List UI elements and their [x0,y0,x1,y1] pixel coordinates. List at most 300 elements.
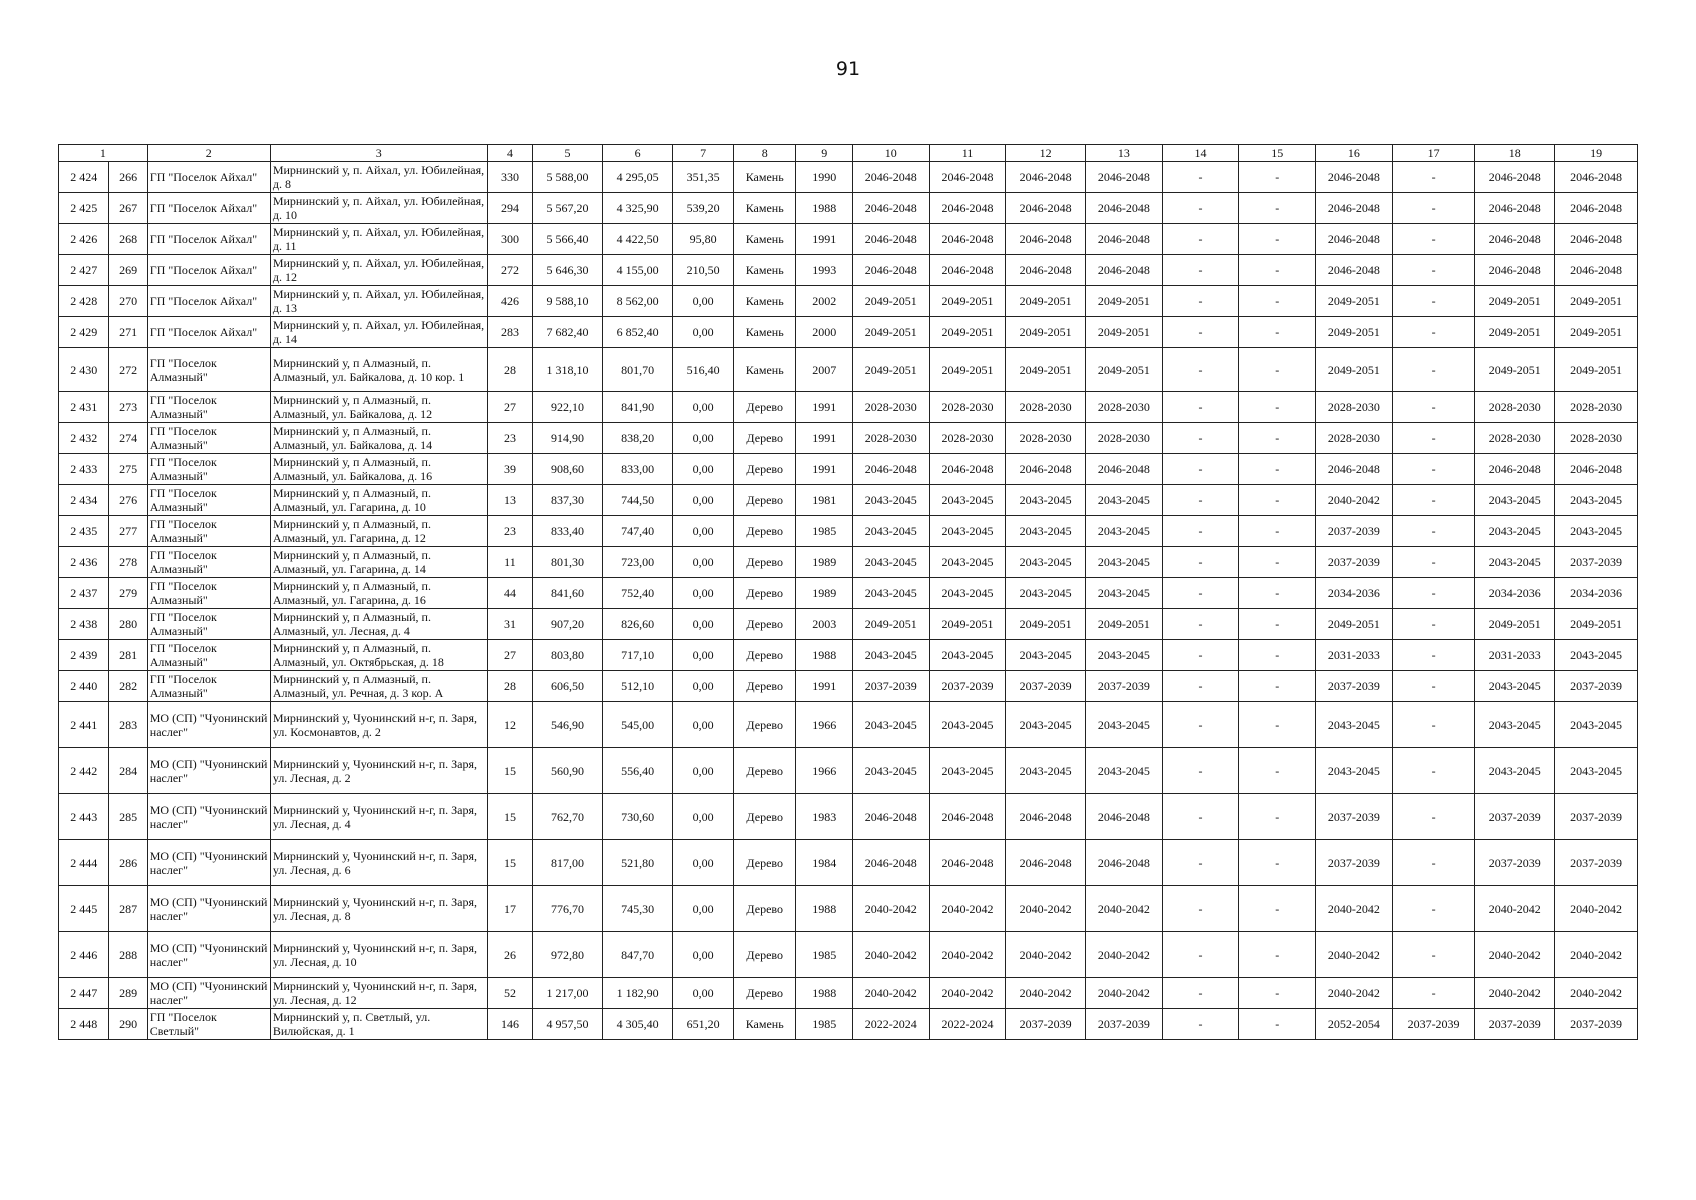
address-cell: Мирнинский у, п Алмазный, п. Алмазный, ул. Байкалова, д. 12 [270,392,487,423]
value-cell: 2037-2039 [1086,671,1163,702]
value-cell: 1991 [796,671,853,702]
value-cell: 2040-2042 [852,886,929,932]
value-cell: 2040-2042 [852,978,929,1009]
table-row [59,702,1638,748]
value-cell: 2034-2036 [1555,578,1638,609]
value-cell: 837,30 [533,485,603,516]
value-cell: 31 [487,609,532,640]
row-number-cell: 2 433 [59,454,109,485]
value-cell: 2043-2045 [1006,748,1086,794]
value-cell: - [1162,578,1239,609]
value-cell: 2043-2045 [929,748,1006,794]
address-cell: Мирнинский у, п Алмазный, п. Алмазный, ул. Гагарина, д. 10 [270,485,487,516]
value-cell: 23 [487,516,532,547]
value-cell: 0,00 [673,578,734,609]
value-cell: 2046-2048 [852,162,929,193]
value-cell: Камень [733,1009,796,1040]
value-cell: 2037-2039 [1316,671,1393,702]
table-row [59,886,1638,932]
value-cell: - [1162,702,1239,748]
municipality-cell: МО (СП) "Чуонинский наслег" [147,840,270,886]
value-cell: 4 957,50 [533,1009,603,1040]
municipality-cell: МО (СП) "Чуонинский наслег" [147,702,270,748]
address-cell: Мирнинский у, Чуонинский н-г, п. Заря, ул. Космонавтов, д. 2 [270,702,487,748]
table-row [59,485,1638,516]
value-cell: 2028-2030 [1316,392,1393,423]
value-cell: 146 [487,1009,532,1040]
value-cell: Камень [733,286,796,317]
value-cell: 841,90 [602,392,673,423]
value-cell: 1985 [796,932,853,978]
value-cell: - [1239,640,1316,671]
value-cell: 210,50 [673,255,734,286]
address-cell: Мирнинский у, п. Айхал, ул. Юбилейная, д. 8 [270,162,487,193]
address-cell: Мирнинский у, Чуонинский н-г, п. Заря, ул. Лесная, д. 2 [270,748,487,794]
value-cell: 2046-2048 [929,840,1006,886]
value-cell: 2049-2051 [1475,317,1555,348]
value-cell: 12 [487,702,532,748]
value-cell: 300 [487,224,532,255]
value-cell: 2043-2045 [1555,702,1638,748]
header-cell: 5 [533,145,603,162]
value-cell: 2049-2051 [1316,348,1393,392]
value-cell: 914,90 [533,423,603,454]
value-cell: 1989 [796,547,853,578]
value-cell: 838,20 [602,423,673,454]
value-cell: 2040-2042 [1316,978,1393,1009]
value-cell: - [1162,547,1239,578]
table-body [59,162,1638,1040]
address-cell: Мирнинский у, п. Айхал, ул. Юбилейная, д. 11 [270,224,487,255]
value-cell: 1991 [796,224,853,255]
value-cell: 2003 [796,609,853,640]
municipality-cell: ГП "Поселок Светлый" [147,1009,270,1040]
value-cell: - [1239,224,1316,255]
row-number-cell: 2 440 [59,671,109,702]
value-cell: 2028-2030 [1086,392,1163,423]
header-cell: 2 [147,145,270,162]
value-cell: 27 [487,392,532,423]
value-cell: 28 [487,348,532,392]
value-cell: 2028-2030 [1555,392,1638,423]
value-cell: Дерево [733,516,796,547]
value-cell: - [1162,193,1239,224]
address-cell: Мирнинский у, п Алмазный, п. Алмазный, ул. Гагарина, д. 16 [270,578,487,609]
municipality-cell: МО (СП) "Чуонинский наслег" [147,886,270,932]
value-cell: 2046-2048 [852,840,929,886]
value-cell: 5 567,20 [533,193,603,224]
value-cell: 39 [487,454,532,485]
value-cell: - [1162,286,1239,317]
value-cell: 1991 [796,392,853,423]
value-cell: Камень [733,255,796,286]
value-cell: 4 305,40 [602,1009,673,1040]
municipality-cell: ГП "Поселок Алмазный" [147,640,270,671]
value-cell: 745,30 [602,886,673,932]
value-cell: 2031-2033 [1316,640,1393,671]
value-cell: 5 588,00 [533,162,603,193]
value-cell: - [1392,978,1475,1009]
value-cell: 2049-2051 [852,317,929,348]
value-cell: 2049-2051 [929,286,1006,317]
value-cell: - [1239,255,1316,286]
value-cell: 512,10 [602,671,673,702]
municipality-cell: ГП "Поселок Алмазный" [147,516,270,547]
municipality-cell: ГП "Поселок Алмазный" [147,423,270,454]
value-cell: 0,00 [673,317,734,348]
table-row [59,748,1638,794]
value-cell: 0,00 [673,840,734,886]
value-cell: - [1392,671,1475,702]
item-number-cell: 280 [109,609,147,640]
address-cell: Мирнинский у, Чуонинский н-г, п. Заря, ул. Лесная, д. 10 [270,932,487,978]
value-cell: 2040-2042 [1086,932,1163,978]
table-row [59,193,1638,224]
row-number-cell: 2 425 [59,193,109,224]
value-cell: 2046-2048 [1006,794,1086,840]
value-cell: Камень [733,193,796,224]
value-cell: 2043-2045 [1555,516,1638,547]
value-cell: 351,35 [673,162,734,193]
header-cell: 13 [1086,145,1163,162]
row-number-cell: 2 437 [59,578,109,609]
value-cell: Дерево [733,423,796,454]
value-cell: - [1239,978,1316,1009]
value-cell: - [1392,748,1475,794]
municipality-cell: ГП "Поселок Алмазный" [147,392,270,423]
table-row [59,609,1638,640]
municipality-cell: МО (СП) "Чуонинский наслег" [147,794,270,840]
value-cell: Дерево [733,454,796,485]
value-cell: - [1392,485,1475,516]
value-cell: 1984 [796,840,853,886]
value-cell: 2043-2045 [1006,702,1086,748]
value-cell: 2043-2045 [929,516,1006,547]
value-cell: Дерево [733,886,796,932]
value-cell: Камень [733,162,796,193]
value-cell: 1966 [796,702,853,748]
header-cell: 15 [1239,145,1316,162]
value-cell: 2040-2042 [929,978,1006,1009]
value-cell: 1990 [796,162,853,193]
value-cell: 847,70 [602,932,673,978]
value-cell: 2037-2039 [1555,671,1638,702]
municipality-cell: ГП "Поселок Айхал" [147,162,270,193]
row-number-cell: 2 429 [59,317,109,348]
value-cell: 2031-2033 [1475,640,1555,671]
value-cell: - [1162,840,1239,886]
item-number-cell: 271 [109,317,147,348]
value-cell: 2043-2045 [1316,748,1393,794]
value-cell: 2043-2045 [852,640,929,671]
value-cell: 95,80 [673,224,734,255]
table-row [59,932,1638,978]
value-cell: 744,50 [602,485,673,516]
value-cell: 1993 [796,255,853,286]
value-cell: - [1392,609,1475,640]
value-cell: 5 646,30 [533,255,603,286]
value-cell: 2046-2048 [1475,255,1555,286]
value-cell: - [1239,162,1316,193]
value-cell: 2046-2048 [1086,794,1163,840]
municipality-cell: ГП "Поселок Айхал" [147,224,270,255]
value-cell: 2040-2042 [852,932,929,978]
header-row [59,145,1638,162]
value-cell: - [1162,886,1239,932]
table-row [59,640,1638,671]
value-cell: 2046-2048 [1555,454,1638,485]
value-cell: 0,00 [673,547,734,578]
value-cell: - [1392,932,1475,978]
table-row [59,547,1638,578]
value-cell: 2049-2051 [852,286,929,317]
value-cell: Дерево [733,794,796,840]
item-number-cell: 272 [109,348,147,392]
header-cell: 9 [796,145,853,162]
value-cell: - [1239,932,1316,978]
value-cell: 2043-2045 [1086,578,1163,609]
address-cell: Мирнинский у, п Алмазный, п. Алмазный, ул. Октябрьская, д. 18 [270,640,487,671]
item-number-cell: 277 [109,516,147,547]
value-cell: 2028-2030 [852,423,929,454]
table-row [59,162,1638,193]
value-cell: - [1162,1009,1239,1040]
value-cell: - [1239,748,1316,794]
value-cell: 2046-2048 [1006,193,1086,224]
value-cell: - [1239,348,1316,392]
item-number-cell: 281 [109,640,147,671]
value-cell: 7 682,40 [533,317,603,348]
value-cell: 2037-2039 [852,671,929,702]
address-cell: Мирнинский у, п Алмазный, п. Алмазный, ул. Речная, д. 3 кор. А [270,671,487,702]
value-cell: 651,20 [673,1009,734,1040]
value-cell: 44 [487,578,532,609]
value-cell: 2043-2045 [852,702,929,748]
value-cell: 2002 [796,286,853,317]
value-cell: - [1392,640,1475,671]
value-cell: 2046-2048 [1555,162,1638,193]
value-cell: 2049-2051 [1086,609,1163,640]
value-cell: 717,10 [602,640,673,671]
value-cell: 2049-2051 [1475,609,1555,640]
value-cell: 546,90 [533,702,603,748]
value-cell: 2043-2045 [1086,547,1163,578]
address-cell: Мирнинский у, п Алмазный, п. Алмазный, ул. Гагарина, д. 12 [270,516,487,547]
table-row [59,224,1638,255]
value-cell: 2043-2045 [1475,702,1555,748]
value-cell: 2043-2045 [852,748,929,794]
table-row [59,516,1638,547]
value-cell: 2043-2045 [1475,516,1555,547]
value-cell: - [1392,423,1475,454]
value-cell: - [1239,702,1316,748]
row-number-cell: 2 426 [59,224,109,255]
value-cell: 908,60 [533,454,603,485]
value-cell: 272 [487,255,532,286]
value-cell: 2046-2048 [1316,193,1393,224]
address-cell: Мирнинский у, п Алмазный, п. Алмазный, ул. Байкалова, д. 10 кор. 1 [270,348,487,392]
value-cell: 1988 [796,978,853,1009]
value-cell: 2043-2045 [929,640,1006,671]
value-cell: 841,60 [533,578,603,609]
value-cell: 2046-2048 [1006,224,1086,255]
value-cell: 545,00 [602,702,673,748]
value-cell: - [1239,671,1316,702]
value-cell: 2049-2051 [1086,348,1163,392]
table-row [59,978,1638,1009]
value-cell: Дерево [733,392,796,423]
value-cell: 2046-2048 [1316,162,1393,193]
value-cell: 2049-2051 [1006,609,1086,640]
value-cell: 1985 [796,1009,853,1040]
value-cell: - [1239,392,1316,423]
value-cell: 972,80 [533,932,603,978]
value-cell: 2043-2045 [1475,485,1555,516]
value-cell: 2049-2051 [1475,286,1555,317]
item-number-cell: 274 [109,423,147,454]
value-cell: 2046-2048 [929,162,1006,193]
value-cell: 752,40 [602,578,673,609]
value-cell: - [1162,454,1239,485]
value-cell: 2043-2045 [852,516,929,547]
value-cell: - [1239,609,1316,640]
table-row [59,578,1638,609]
address-cell: Мирнинский у, п Алмазный, п. Алмазный, ул. Лесная, д. 4 [270,609,487,640]
value-cell: 776,70 [533,886,603,932]
item-number-cell: 285 [109,794,147,840]
value-cell: 556,40 [602,748,673,794]
value-cell: - [1162,255,1239,286]
value-cell: 0,00 [673,485,734,516]
value-cell: 2040-2042 [1006,978,1086,1009]
value-cell: - [1162,162,1239,193]
value-cell: 2049-2051 [1316,286,1393,317]
value-cell: 2043-2045 [852,485,929,516]
value-cell: 2046-2048 [1316,255,1393,286]
value-cell: 0,00 [673,748,734,794]
value-cell: - [1162,485,1239,516]
value-cell: 0,00 [673,932,734,978]
value-cell: 2043-2045 [1475,547,1555,578]
value-cell: 26 [487,932,532,978]
address-cell: Мирнинский у, п. Айхал, ул. Юбилейная, д. 12 [270,255,487,286]
value-cell: Дерево [733,671,796,702]
address-cell: Мирнинский у, п Алмазный, п. Алмазный, ул. Байкалова, д. 16 [270,454,487,485]
value-cell: 2028-2030 [929,423,1006,454]
header-cell: 14 [1162,145,1239,162]
value-cell: 1981 [796,485,853,516]
value-cell: 833,00 [602,454,673,485]
value-cell: 2049-2051 [1006,286,1086,317]
row-number-cell: 2 445 [59,886,109,932]
value-cell: 2046-2048 [1316,454,1393,485]
value-cell: 283 [487,317,532,348]
value-cell: 2040-2042 [1316,932,1393,978]
item-number-cell: 287 [109,886,147,932]
value-cell: 1 318,10 [533,348,603,392]
value-cell: 52 [487,978,532,1009]
value-cell: 2043-2045 [929,485,1006,516]
value-cell: 2043-2045 [1086,748,1163,794]
registry-table [58,144,1638,1040]
value-cell: 0,00 [673,702,734,748]
value-cell: - [1239,193,1316,224]
value-cell: 2049-2051 [1555,317,1638,348]
value-cell: Дерево [733,578,796,609]
value-cell: Камень [733,317,796,348]
value-cell: 0,00 [673,978,734,1009]
value-cell: 907,20 [533,609,603,640]
value-cell: 1 217,00 [533,978,603,1009]
value-cell: - [1162,640,1239,671]
value-cell: 2043-2045 [1006,640,1086,671]
value-cell: 0,00 [673,886,734,932]
value-cell: 4 155,00 [602,255,673,286]
value-cell: Камень [733,224,796,255]
row-number-cell: 2 430 [59,348,109,392]
value-cell: 0,00 [673,286,734,317]
value-cell: 2043-2045 [1555,485,1638,516]
value-cell: - [1392,886,1475,932]
value-cell: 516,40 [673,348,734,392]
value-cell: - [1392,578,1475,609]
table-row [59,423,1638,454]
value-cell: - [1392,702,1475,748]
value-cell: - [1239,794,1316,840]
header-cell: 11 [929,145,1006,162]
value-cell: 1 182,90 [602,978,673,1009]
value-cell: 2046-2048 [929,255,1006,286]
value-cell: 2043-2045 [1086,485,1163,516]
value-cell: 801,30 [533,547,603,578]
municipality-cell: ГП "Поселок Айхал" [147,255,270,286]
value-cell: - [1162,794,1239,840]
value-cell: 2046-2048 [1475,193,1555,224]
value-cell: 2046-2048 [1006,255,1086,286]
value-cell: 2037-2039 [1555,1009,1638,1040]
item-number-cell: 275 [109,454,147,485]
value-cell: 833,40 [533,516,603,547]
value-cell: 801,70 [602,348,673,392]
value-cell: 5 566,40 [533,224,603,255]
item-number-cell: 276 [109,485,147,516]
value-cell: 1983 [796,794,853,840]
value-cell: 2046-2048 [929,193,1006,224]
address-cell: Мирнинский у, п. Айхал, ул. Юбилейная, д. 10 [270,193,487,224]
value-cell: - [1392,317,1475,348]
header-cell: 6 [602,145,673,162]
value-cell: 2037-2039 [1316,794,1393,840]
value-cell: 2043-2045 [1555,640,1638,671]
table-row [59,1009,1638,1040]
value-cell: - [1162,609,1239,640]
value-cell: 2040-2042 [1475,978,1555,1009]
table-row [59,840,1638,886]
row-number-cell: 2 427 [59,255,109,286]
municipality-cell: МО (СП) "Чуонинский наслег" [147,748,270,794]
municipality-cell: ГП "Поселок Алмазный" [147,348,270,392]
header-cell: 19 [1555,145,1638,162]
value-cell: 2046-2048 [852,454,929,485]
value-cell: - [1392,392,1475,423]
value-cell: 2049-2051 [1086,286,1163,317]
address-cell: Мирнинский у, Чуонинский н-г, п. Заря, ул. Лесная, д. 8 [270,886,487,932]
value-cell: - [1239,516,1316,547]
value-cell: 0,00 [673,640,734,671]
value-cell: 2040-2042 [929,932,1006,978]
value-cell: 730,60 [602,794,673,840]
value-cell: - [1239,454,1316,485]
